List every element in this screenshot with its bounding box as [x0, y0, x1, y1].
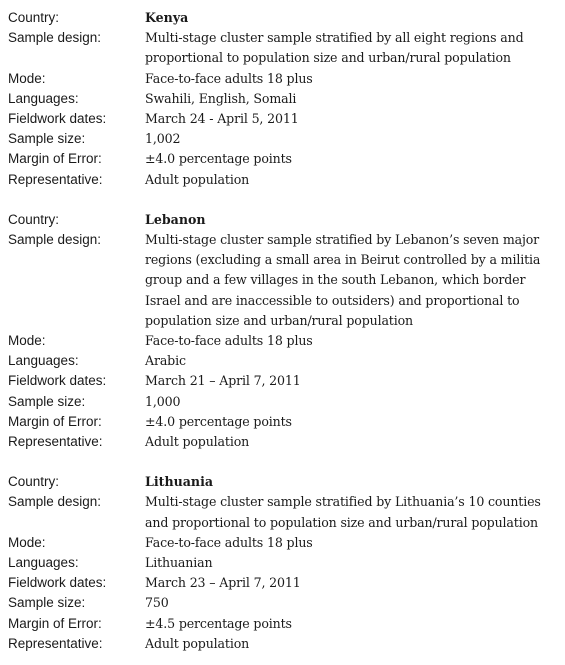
country-block-lithuania: [0, 472, 565, 654]
row-mode: [0, 331, 565, 351]
row-country: [0, 8, 565, 28]
sample-design-label: Sample design:: [8, 232, 102, 248]
country-name: Kenya: [145, 10, 189, 25]
languages-value: Arabic: [145, 353, 186, 369]
sample-size-label: Sample size:: [8, 595, 86, 611]
mode-value: Face-to-face adults 18 plus: [145, 534, 313, 550]
margin-of-error-value: ±4.0 percentage points: [145, 413, 292, 429]
sample-design-value: Multi-stage cluster sample stratified by Lithuania’s 10 counties and proportional to population size and urban/rural population: [145, 494, 541, 530]
margin-of-error-label: Margin of Error:: [8, 615, 102, 631]
country-label: Country:: [8, 10, 60, 25]
row-margin-of-error: [0, 412, 565, 432]
row-fieldwork-dates: [0, 573, 565, 593]
sample-design-value: Multi-stage cluster sample stratified by all eight regions and proportional to population size and urban/rural population: [145, 30, 524, 66]
country-block-lebanon: [0, 210, 565, 452]
row-mode: [0, 533, 565, 553]
country-name: Lithuania: [145, 474, 214, 490]
sample-size-label: Sample size:: [8, 131, 86, 147]
languages-value: Lithuanian: [145, 555, 213, 571]
languages-label: Languages:: [8, 555, 79, 571]
sample-size-label: Sample size:: [8, 393, 86, 409]
representative-label: Representative:: [8, 635, 103, 651]
row-sample-design: [0, 230, 565, 331]
representative-label: Representative:: [8, 171, 103, 187]
row-representative: [0, 634, 565, 654]
sample-design-label: Sample design:: [8, 30, 102, 46]
fieldwork-dates-label: Fieldwork dates:: [8, 575, 107, 591]
margin-of-error-label: Margin of Error:: [8, 151, 102, 167]
representative-value: Adult population: [145, 635, 250, 651]
row-sample-size: [0, 129, 565, 149]
country-name: Lebanon: [145, 211, 206, 227]
representative-label: Representative:: [8, 434, 103, 450]
languages-label: Languages:: [8, 353, 79, 369]
row-sample-design: [0, 28, 565, 68]
country-label: Country:: [8, 474, 60, 490]
mode-label: Mode:: [8, 534, 46, 550]
row-languages: [0, 351, 565, 371]
row-sample-design: [0, 492, 565, 532]
sample-size-value: 750: [145, 595, 169, 611]
row-fieldwork-dates: [0, 109, 565, 129]
languages-value: Swahili, English, Somali: [145, 90, 297, 106]
sample-design-label: Sample design:: [8, 494, 102, 510]
mode-label: Mode:: [8, 70, 46, 86]
margin-of-error-value: ±4.5 percentage points: [145, 615, 292, 631]
mode-value: Face-to-face adults 18 plus: [145, 333, 313, 349]
row-mode: [0, 69, 565, 89]
row-representative: [0, 432, 565, 452]
row-languages: [0, 89, 565, 109]
row-fieldwork-dates: [0, 371, 565, 391]
representative-value: Adult population: [145, 434, 250, 450]
fieldwork-dates-label: Fieldwork dates:: [8, 111, 107, 127]
row-sample-size: [0, 392, 565, 412]
fieldwork-dates-value: March 23 – April 7, 2011: [145, 575, 301, 591]
fieldwork-dates-label: Fieldwork dates:: [8, 373, 107, 389]
representative-value: Adult population: [145, 171, 250, 187]
mode-label: Mode:: [8, 333, 46, 349]
row-margin-of-error: [0, 614, 565, 634]
mode-value: Face-to-face adults 18 plus: [145, 70, 313, 86]
row-sample-size: [0, 593, 565, 613]
row-languages: [0, 553, 565, 573]
sample-size-value: 1,002: [145, 131, 181, 147]
margin-of-error-value: ±4.0 percentage points: [145, 151, 292, 167]
fieldwork-dates-value: March 21 – April 7, 2011: [145, 373, 301, 389]
fieldwork-dates-value: March 24 - April 5, 2011: [145, 111, 299, 127]
row-representative: [0, 170, 565, 190]
row-country: [0, 210, 565, 230]
sample-design-value: Multi-stage cluster sample stratified by Lebanon’s seven major regions (excluding a small area in Beirut controlled by a militia group and a few villages in the south Lebanon, which border Israel and are inaccessible to outsiders) and proportional to population size and urban/rural population: [145, 232, 541, 328]
row-margin-of-error: [0, 149, 565, 169]
languages-label: Languages:: [8, 90, 79, 106]
country-block-kenya: [0, 8, 565, 190]
sample-size-value: 1,000: [145, 393, 181, 409]
row-country: [0, 472, 565, 492]
country-label: Country:: [8, 211, 60, 227]
margin-of-error-label: Margin of Error:: [8, 413, 102, 429]
